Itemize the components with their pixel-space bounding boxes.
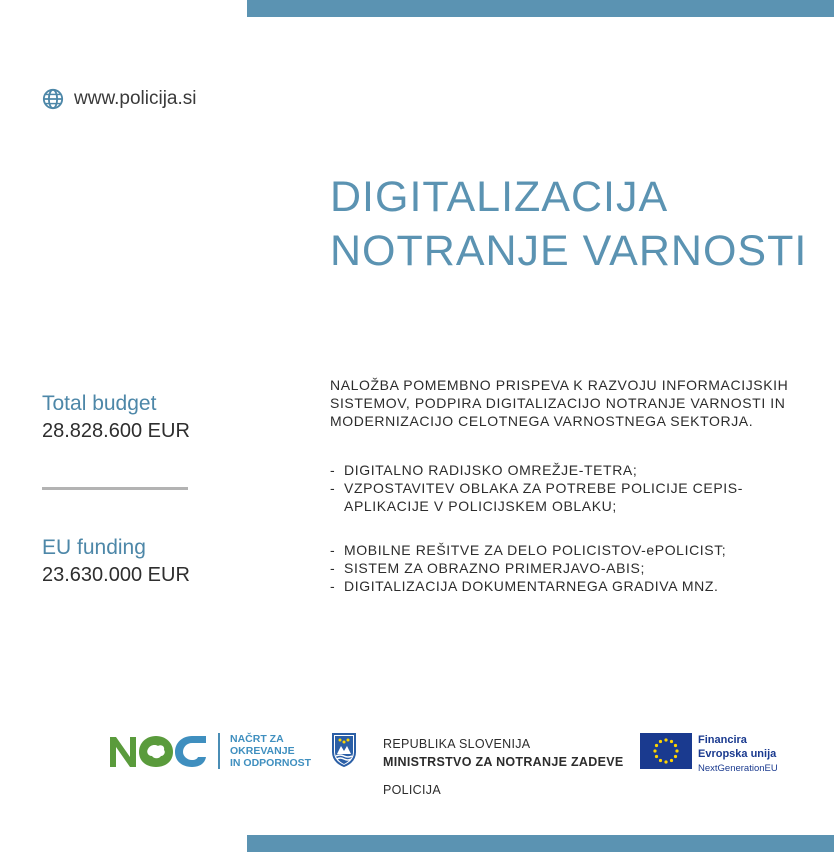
project-list-1 xyxy=(330,461,800,515)
list-item: - VZPOSTAVITEV OBLAKA ZA POTREBE POLICIJE CEPIS-APLIKACIJE V POLICIJSKEM OBLAKU; xyxy=(330,479,800,515)
noo-logo-mark xyxy=(108,733,208,769)
list-item: - MOBILNE REŠITVE ZA DELO POLICISTOV-ePOLICIST; xyxy=(330,541,800,559)
noo-separator xyxy=(218,733,220,769)
globe-icon xyxy=(42,88,64,110)
eu-line-1: Financira xyxy=(698,734,747,746)
noo-subtitle-line-3: IN ODPORNOST xyxy=(230,757,312,769)
intro-paragraph: NALOŽBA POMEMBNO PRISPEVA K RAZVOJU INFORMACIJSKIH SISTEMOV, PODPIRA DIGITALIZACIJO NOTRANJE VARNOSTI IN MODERNIZACIJO CELOTNEGA VARNOSTNEGA SEKTORJA. xyxy=(330,377,789,429)
noo-subtitle-line-2: OKREVANJE xyxy=(230,745,295,757)
list-item: - SISTEM ZA OBRAZNO PRIMERJAVO-ABIS; xyxy=(330,559,800,577)
total-budget-label: Total budget xyxy=(42,392,157,415)
ministry-block xyxy=(383,735,624,799)
noo-subtitle-line-1: NAČRT ZA xyxy=(230,733,284,745)
website-link[interactable] xyxy=(42,88,196,110)
eu-funding-logo xyxy=(640,733,778,776)
slovenia-coat-of-arms-icon xyxy=(331,732,357,768)
noo-subtitle xyxy=(230,733,311,769)
website-url[interactable]: www.policija.si xyxy=(74,88,197,109)
eu-flag-icon xyxy=(640,733,692,769)
top-accent-bar xyxy=(247,0,834,17)
page-title xyxy=(330,170,807,278)
title-line-1: DIGITALIZACIJA xyxy=(330,173,669,221)
eu-line-3: NextGenerationEU xyxy=(698,763,778,774)
republic-name: REPUBLIKA SLOVENIJA xyxy=(383,737,531,751)
eu-line-2: Evropska unija xyxy=(698,748,777,760)
bottom-accent-bar xyxy=(247,835,834,852)
ministry-name: MINISTRSTVO ZA NOTRANJE ZADEVE xyxy=(383,755,624,769)
police-name: POLICIJA xyxy=(383,783,441,797)
budget-divider xyxy=(42,487,188,490)
total-budget-value: 28.828.600 EUR xyxy=(42,420,190,442)
project-list-2 xyxy=(330,541,800,595)
eu-text xyxy=(698,733,778,776)
list-item: - DIGITALIZACIJA DOKUMENTARNEGA GRADIVA MNZ. xyxy=(330,577,800,595)
eu-funding-label: EU funding xyxy=(42,536,146,559)
eu-funding-value: 23.630.000 EUR xyxy=(42,564,190,586)
list-item: - DIGITALNO RADIJSKO OMREŽJE-TETRA; xyxy=(330,461,800,479)
title-line-2: NOTRANJE VARNOSTI xyxy=(330,227,808,275)
noo-logo xyxy=(108,733,311,769)
